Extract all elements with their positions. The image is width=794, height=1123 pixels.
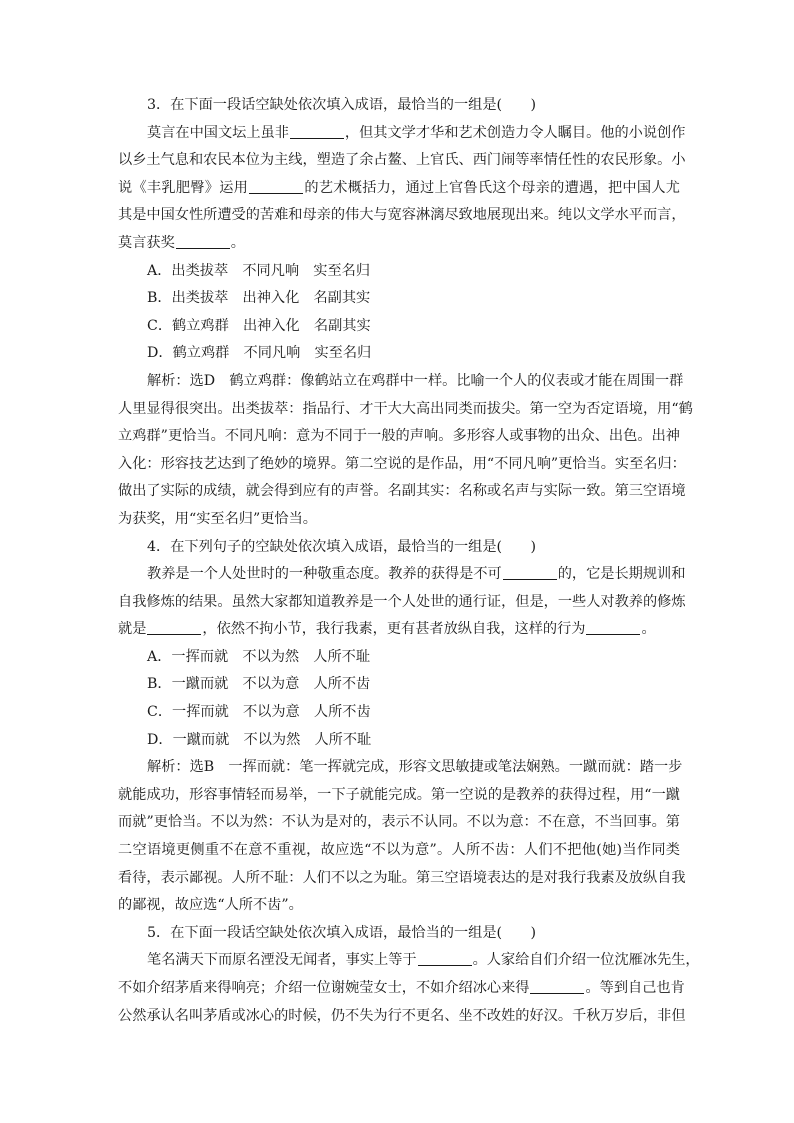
analysis-line: 解析：选D 鹤立鸡群：像鹤站立在鸡群中一样。比喻一个人的仪表或才能在周围一群 — [147, 372, 684, 389]
analysis-line: 看待，表示鄙视。人所不耻：人们不以之为耻。第三空语境表达的是对我行我素及放纵自我 — [118, 869, 686, 886]
analysis-line: 做出了实际的成绩，就会得到应有的声誉。名副其实：名称或名声与实际一致。第三空语境 — [118, 483, 686, 500]
option-b: B．出类拔萃 出神入化 名副其实 — [147, 290, 371, 307]
passage-line: 莫言在中国文坛上虽非 ，但其文学才华和艺术创造力令人瞩目。他的小说创作 — [147, 124, 686, 141]
analysis-line: 入化：形容技艺达到了绝妙的境界。第二空说的是作品，用“不同凡响”更恰当。实至名归： — [118, 455, 686, 472]
answer-blank — [530, 979, 584, 994]
option-b: B．一蹴而就 不以为意 人所不齿 — [147, 676, 371, 693]
passage-line: 自我修炼的结果。虽然大家都知道教养是一个人处世的通行证，但是，一些人对教养的修炼 — [118, 593, 686, 610]
question-4-stem: 4．在下列句子的空缺处依次填入成语，最恰当的一组是( ) — [147, 538, 536, 555]
passage-line: 不如介绍茅盾来得响亮；介绍一位谢婉莹女士，不如介绍冰心来得 。等到自己也肯 — [118, 980, 685, 996]
option-a: A．一挥而就 不以为然 人所不耻 — [147, 648, 371, 665]
analysis-line: 为获奖，用“实至名归”更恰当。 — [118, 510, 317, 527]
answer-blank — [418, 951, 472, 966]
question-5-stem: 5．在下面一段话空缺处依次填入成语，最恰当的一组是( ) — [147, 924, 536, 941]
analysis-line: 解析：选B 一挥而就：笔一挥就完成，形容文思敏捷或笔法娴熟。一蹴而就：踏一步 — [147, 759, 683, 776]
question-3-stem: 3．在下面一段话空缺处依次填入成语，最恰当的一组是( ) — [147, 97, 536, 113]
analysis-line: 而就”更恰当。不以为然：不认为是对的，表示不认同。不以为意：不在意，不当回事。第 — [118, 814, 680, 831]
option-d: D．鹤立鸡群 不同凡响 实至名归 — [147, 345, 372, 362]
passage-line: 就是 ，依然不拘小节，我行我素，更有甚者放纵自我，这样的行为 。 — [118, 621, 656, 638]
analysis-line: 人里显得很突出。出类拔萃：指品行、才干大大高出同类而拔尖。第一空为否定语境，用“鹤 — [118, 400, 693, 417]
option-c: C．一挥而就 不以为意 人所不齿 — [147, 704, 371, 721]
passage-line: 公然承认名叫茅盾或冰心的时候，仍不失为行不更名、坐不改姓的好汉。千秋万岁后，非但 — [118, 1007, 686, 1024]
passage-line: 其是中国女性所遭受的苦难和母亲的伟大与宽容淋漓尽致地展现出来。纯以文学水平而言， — [118, 207, 686, 224]
analysis-line: 就能成功，形容事情轻而易举，一下子就能完成。第一空说的是教养的获得过程，用“一蹴 — [118, 786, 680, 803]
passage-line: 说《丰乳肥臀》运用 的艺术概括力，通过上官鲁氏这个母亲的遭遇，把中国人尤 — [118, 179, 680, 196]
answer-blank — [586, 620, 640, 635]
answer-blank — [503, 565, 557, 580]
answer-blank — [147, 620, 201, 635]
analysis-line: 立鸡群”更恰当。不同凡响：意为不同于一般的声响。多形容人或事物的出众、出色。出神 — [118, 428, 680, 445]
option-a: A．出类拔萃 不同凡响 实至名归 — [147, 262, 371, 279]
passage-line: 教养是一个人处世时的一种敬重态度。教养的获得是不可 的，它是长期规训和 — [147, 566, 686, 583]
passage-line: 以乡土气息和农民本位为主线，塑造了余占鳌、上官氏、西门闹等率情任性的农民形象。小 — [118, 152, 686, 169]
answer-blank — [290, 124, 344, 139]
document-page — [118, 92, 700, 1030]
answer-blank — [176, 234, 230, 249]
analysis-line: 的鄙视，故应选“人所不齿”。 — [118, 897, 303, 914]
passage-line: 莫言获奖 。 — [118, 234, 245, 251]
option-c: C．鹤立鸡群 出神入化 名副其实 — [147, 317, 371, 334]
option-d: D．一蹴而就 不以为然 人所不耻 — [147, 731, 372, 748]
answer-blank — [249, 179, 303, 194]
passage-line: 笔名满天下而原名湮没无闻者，事实上等于 。人家给自们介绍一位沈雁冰先生， — [147, 952, 700, 969]
analysis-line: 二空语境更侧重不在意不重视，故应选“不以为意”。人所不齿：人们不把他(她)当作同类 — [118, 842, 680, 859]
